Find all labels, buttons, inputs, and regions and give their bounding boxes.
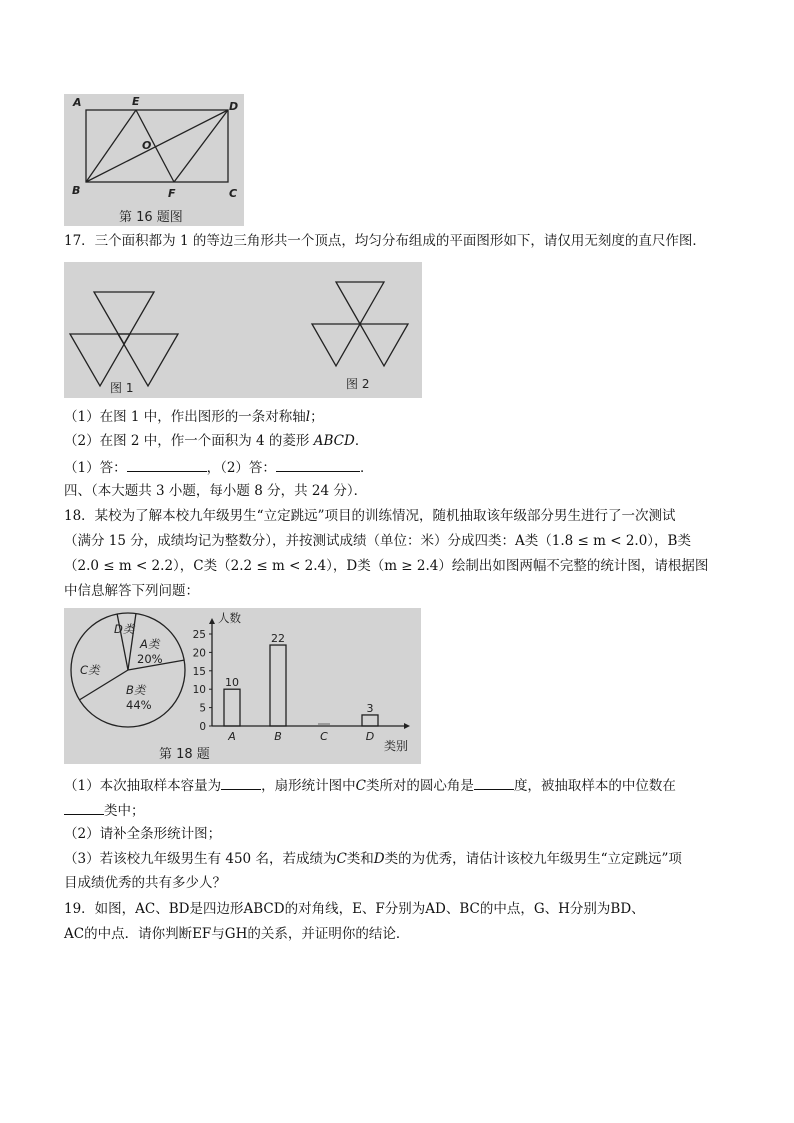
q17-sub1: （1）在图 1 中，作出图形的一条对称轴l；: [64, 409, 324, 425]
pie-label-b: B类: [126, 683, 146, 697]
bar-value-label-b: 22: [271, 632, 285, 646]
y-tick-label-5: 5: [199, 702, 206, 715]
label-b: B: [72, 184, 81, 197]
q18-line3: （2.0 ≤ m < 2.2），C类（2.2 ≤ m < 2.4），D类（m ≥ 2.4）绘制出如图两幅不完整的统计图，请根据图: [64, 558, 709, 574]
pie-chart: [71, 613, 185, 727]
label-e: E: [132, 95, 140, 108]
y-axis-label: 人数: [218, 611, 241, 625]
bar-d: [362, 715, 378, 726]
blank-median[interactable]: [64, 800, 104, 815]
q17-sub2: （2）在图 2 中，作一个面积为 4 的菱形 ABCD．: [64, 433, 369, 449]
figure-18-caption: 第 18 题: [159, 747, 210, 762]
y-tick-label-25: 25: [192, 629, 206, 641]
x-tick-label-c: C: [320, 730, 328, 743]
figure-18: [64, 608, 421, 764]
figure-1-caption: 图 1: [110, 381, 134, 395]
section-4-heading: 四、（本大题共 3 小题，每小题 8 分，共 24 分）．: [64, 483, 368, 499]
x-tick-label-a: A: [228, 730, 236, 743]
figure-17: [64, 262, 422, 398]
label-d: D: [229, 100, 239, 113]
bar-value-label-a: 10: [225, 676, 239, 690]
x-tick-label-d: D: [365, 730, 375, 743]
pie-label-c: C类: [80, 663, 100, 677]
y-tick-label-15: 15: [192, 665, 206, 678]
label-f: F: [168, 187, 176, 200]
q18-sub3: （3）若该校九年级男生有 450 名，若成绩为C类和D类的为优秀，请估计该校九年级男生“立定跳远”项: [64, 851, 682, 867]
bar-value-label-d: 3: [366, 701, 374, 715]
bar-a: [224, 689, 240, 726]
pie-label-d: D类: [114, 622, 135, 636]
figure-2-caption: 图 2: [346, 377, 370, 391]
q18-line1: 18．某校为了解本校九年级男生“立定跳远”项目的训练情况，随机抽取该年级部分男生进行了一次测试: [64, 508, 676, 524]
q19-line2: AC的中点．请你判断EF与GH的关系，并证明你的结论．: [64, 926, 410, 942]
blank-sample-size[interactable]: [221, 775, 261, 790]
bar-chart: [193, 611, 410, 753]
label-o: O: [142, 139, 152, 152]
blank-angle[interactable]: [474, 775, 514, 790]
q17-answer-line: （1）答： ，（2）答： ．: [64, 457, 373, 477]
pie-label-a: A类: [140, 637, 160, 651]
figure-16: [64, 94, 244, 226]
q18-sub1-cont: 类中；: [64, 800, 145, 820]
x-axis-arrow: [404, 723, 410, 729]
q18-line4: 中信息解答下列问题：: [64, 583, 199, 599]
q19-line1: 19．如图，AC、BD是四边形ABCD的对角线，E、F分别为AD、BC的中点，G、H分别为BD、: [64, 901, 645, 917]
pie-label-b-percent: 44%: [126, 698, 152, 712]
pie-label-a-percent: 20%: [137, 652, 163, 666]
x-tick-label-b: B: [274, 730, 282, 743]
q18-sub1: （1）本次抽取样本容量为 ，扇形统计图中C类所对的圆心角是 度，被抽取样本的中位数在: [64, 775, 676, 795]
y-tick-label-0: 0: [199, 721, 206, 733]
answer-blank-1[interactable]: [127, 457, 207, 472]
y-tick-label-10: 10: [192, 684, 206, 697]
q17-stem: 17．三个面积都为 1 的等边三角形共一个顶点，均匀分布组成的平面图形如下，请仅用无刻度的直尺作图．: [64, 233, 706, 249]
y-tick-label-20: 20: [192, 647, 206, 660]
bar-b: [270, 645, 286, 726]
label-a: A: [73, 96, 82, 109]
answer-blank-2[interactable]: [276, 457, 360, 472]
label-c: C: [229, 187, 238, 200]
figure-16-caption: 第 16 题图: [119, 210, 183, 225]
q18-sub3-cont: 目成绩优秀的共有多少人？: [64, 875, 226, 891]
q18-line2: （满分 15 分，成绩均记为整数分），并按测试成绩（单位：米）分成四类：A类（1.8 ≤ m < 2.0），B类: [64, 533, 691, 549]
x-axis-label: 类别: [384, 739, 409, 753]
q18-sub2: （2）请补全条形统计图；: [64, 826, 222, 842]
y-axis-arrow: [209, 618, 215, 624]
